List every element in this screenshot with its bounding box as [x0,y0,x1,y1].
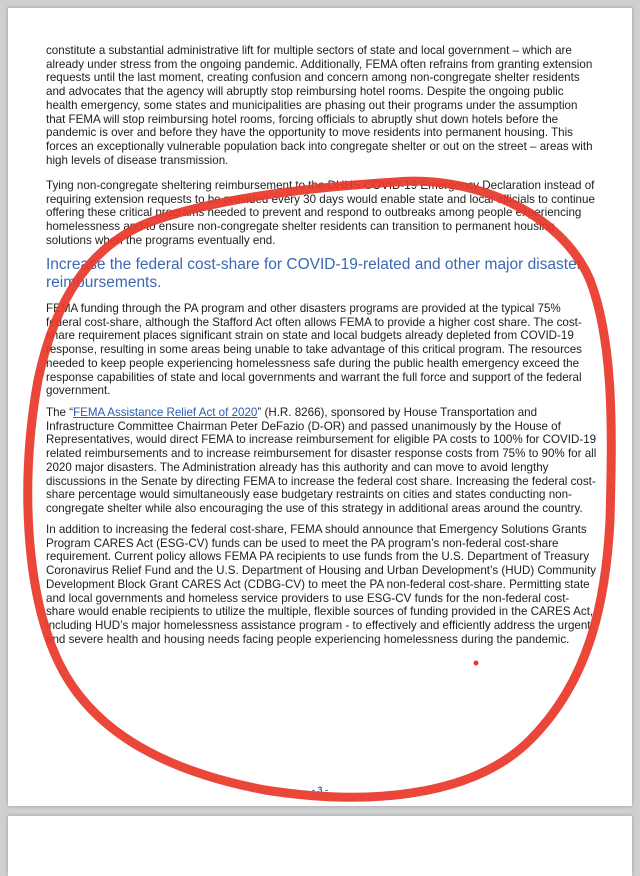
page-number: - 3 - [311,785,328,795]
fema-act-link[interactable]: FEMA Assistance Relief Act of 2020 [73,406,258,419]
open-quote: The “ [46,406,74,419]
paragraph-1: constitute a substantial administrative lift for multiple sectors of state and local government – which are already under stress from the ongoing pandemic. Additionally, FEMA often refrains from granting extension requests until the last moment, creating confusion and concern among non-congregate shelter residents and advocates that the agency will abruptly stop reimbursing hotel rooms. Despite the ongoing public health emergency, some states and municipalities are phasing out their programs under the assumption that FEMA will stop reimbursing hotel rooms, forcing officials to abruptly shut down hotels before the pandemic is over and before they have the opportunity to move residents into permanent housing. This forces an exceptionally vulnerable population back into congregate shelter or out on the street – areas with high levels of disease transmission. [46,44,593,167]
paragraph-4 [46,406,598,516]
paragraph-5: In addition to increasing the federal cost-share, FEMA should announce that Emergency Solutions Grants Program CARES Act (ESG-CV) funds can be used to meet the PA program’s non-federal cost-share requirement. Current policy allows FEMA PA recipients to use funds from the U.S. Department of Treasury Coronavirus Relief Fund and the U.S. Department of Housing and Urban Development’s (HUD) Community Development Block Grant CARES Act (CDBG-CV) to meet the PA non-federal cost-share. Permitting state and local governments and homeless service providers to use ESG-CV funds for the non-federal cost-share would enable recipients to utilize the multiple, flexible sources of funding provided in the CARES Act, including HUD’s major homelessness assistance program - to effectively and efficiently address the urgent and severe health and housing needs facing people experiencing homelessness during the pandemic. [46,523,597,646]
section-heading: Increase the federal cost-share for COVID-19-related and other major disaster reimbursements. [46,256,582,291]
paragraph-2: Tying non-congregate sheltering reimbursement to the DHHS COVID-19 Emergency Declaration instead of requiring extension requests to be provided every 30 days would enable state and local officials to continue offering these critical programs needed to prevent and respond to outbreaks among people experiencing homelessness and to ensure non-congregate shelter residents can transition to permanent housing solutions when the programs eventually end. [46,179,595,247]
paragraph-4-rest: ” (H.R. 8266), sponsored by House Transportation and Infrastructure Committee Chairman Peter DeFazio (D-OR) and passed unanimously by the House of Representatives, would direct FEMA to increase reimbursement for eligible PA costs to 100% for COVID-19 related reimbursements and to increase reimbursement for disaster response costs from 75% to 90% for all 2020 major disasters. The Administration already has this authority and can move to avoid lengthy discussions in the Senate by directing FEMA to increase the federal cost share. Increasing the federal cost-share percentage would simultaneously ease budgetary restraints on cities and states conducting non-congregate shelter while also encouraging the use of this strategy in additional areas around the country. [46,406,597,515]
next-page-edge [8,816,632,876]
document-page [8,8,632,806]
paragraph-3: FEMA funding through the PA program and other disasters programs are provided at the typical 75% federal cost-share, although the Stafford Act often allows FEMA to provide a higher cost share. The cost-share requirement places significant strain on state and local budgets already depleted from COVID-19 response, resulting in some areas being unable to take advantage of this critical program. The resources needed to keep people experiencing homelessness safe during the public health emergency exceed the response capabilities of state and local governments and warrant the full force and support of the federal government. [46,302,582,398]
